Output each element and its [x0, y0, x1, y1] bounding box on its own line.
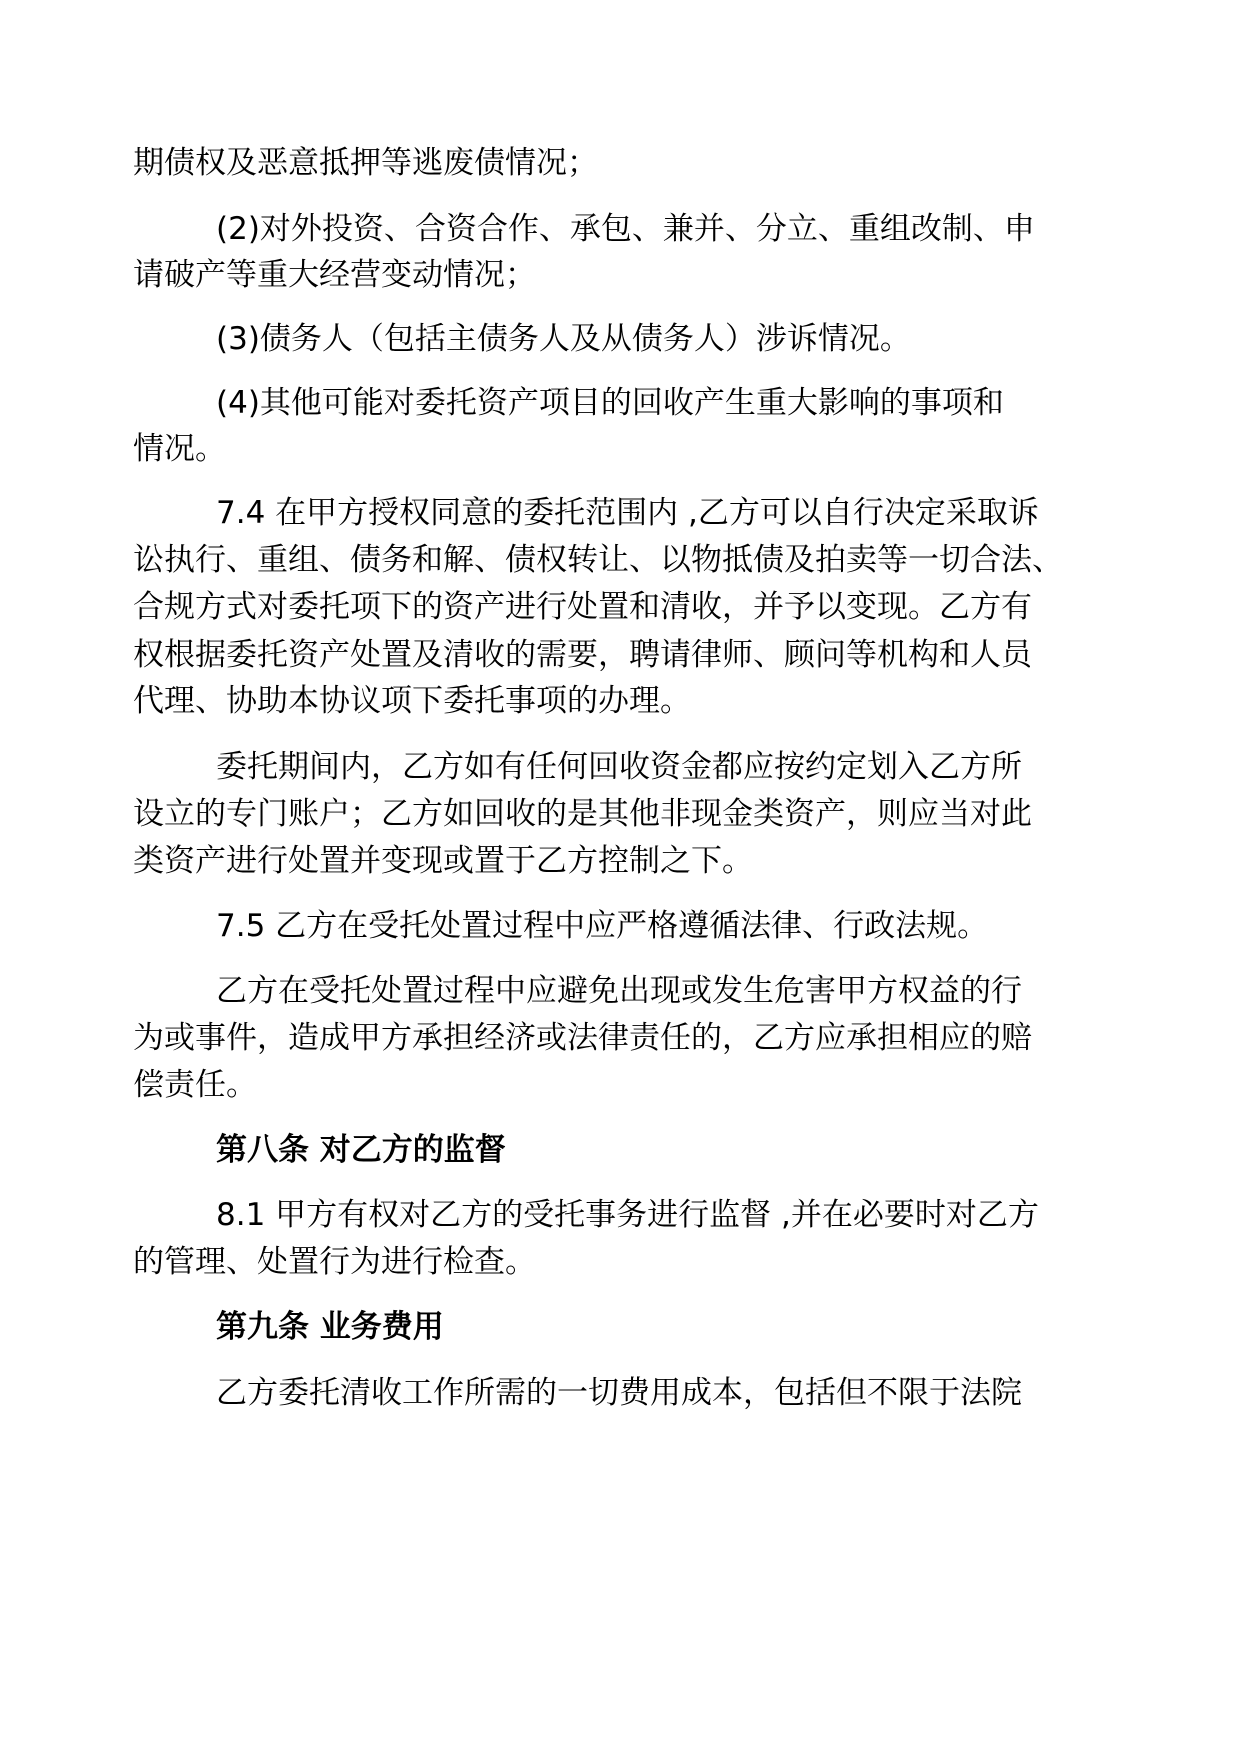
- text-line: (4)其他可能对委托资产项目的回收产生重大影响的事项和: [216, 385, 1004, 421]
- text-line: 偿责任。: [133, 1067, 257, 1103]
- text-line: 8.1 甲方有权对乙方的受托事务进行监督 ,并在必要时对乙方: [216, 1197, 1039, 1233]
- text-line: 权根据委托资产处置及清收的需要，聘请律师、顾问等机构和人员: [133, 637, 1032, 673]
- text-line: 7.5 乙方在受托处置过程中应严格遵循法律、行政法规。: [216, 908, 989, 944]
- text-line: (3)债务人（包括主债务人及从债务人）涉诉情况。: [216, 321, 911, 357]
- text-line: 设立的专门账户；乙方如回收的是其他非现金类资产，则应当对此: [133, 796, 1032, 832]
- text-line: 乙方委托清收工作所需的一切费用成本，包括但不限于法院: [216, 1375, 1022, 1411]
- text-line: 情况。: [133, 431, 226, 467]
- text-line: 讼执行、重组、债务和解、债权转让、以物抵债及拍卖等一切合法、: [133, 542, 1063, 578]
- text-line: 请破产等重大经营变动情况；: [133, 257, 536, 293]
- text-line: 7.4 在甲方授权同意的委托范围内 ,乙方可以自行决定采取诉: [216, 495, 1039, 531]
- text-line: (2)对外投资、合资合作、承包、兼并、分立、重组改制、申: [216, 211, 1035, 247]
- text-line: 期债权及恶意抵押等逃废债情况；: [133, 145, 598, 181]
- text-line: 委托期间内，乙方如有任何回收资金都应按约定划入乙方所: [216, 749, 1022, 785]
- section-heading: 第八条 对乙方的监督: [216, 1132, 506, 1168]
- text-line: 的管理、处置行为进行检查。: [133, 1244, 536, 1280]
- text-line: 类资产进行处置并变现或置于乙方控制之下。: [133, 843, 753, 879]
- text-line: 合规方式对委托项下的资产进行处置和清收，并予以变现。乙方有: [133, 589, 1032, 625]
- text-line: 代理、协助本协议项下委托事项的办理。: [133, 683, 691, 719]
- text-line: 为或事件，造成甲方承担经济或法律责任的，乙方应承担相应的赔: [133, 1020, 1032, 1056]
- section-heading: 第九条 业务费用: [216, 1309, 444, 1345]
- text-line: 乙方在受托处置过程中应避免出现或发生危害甲方权益的行: [216, 973, 1022, 1009]
